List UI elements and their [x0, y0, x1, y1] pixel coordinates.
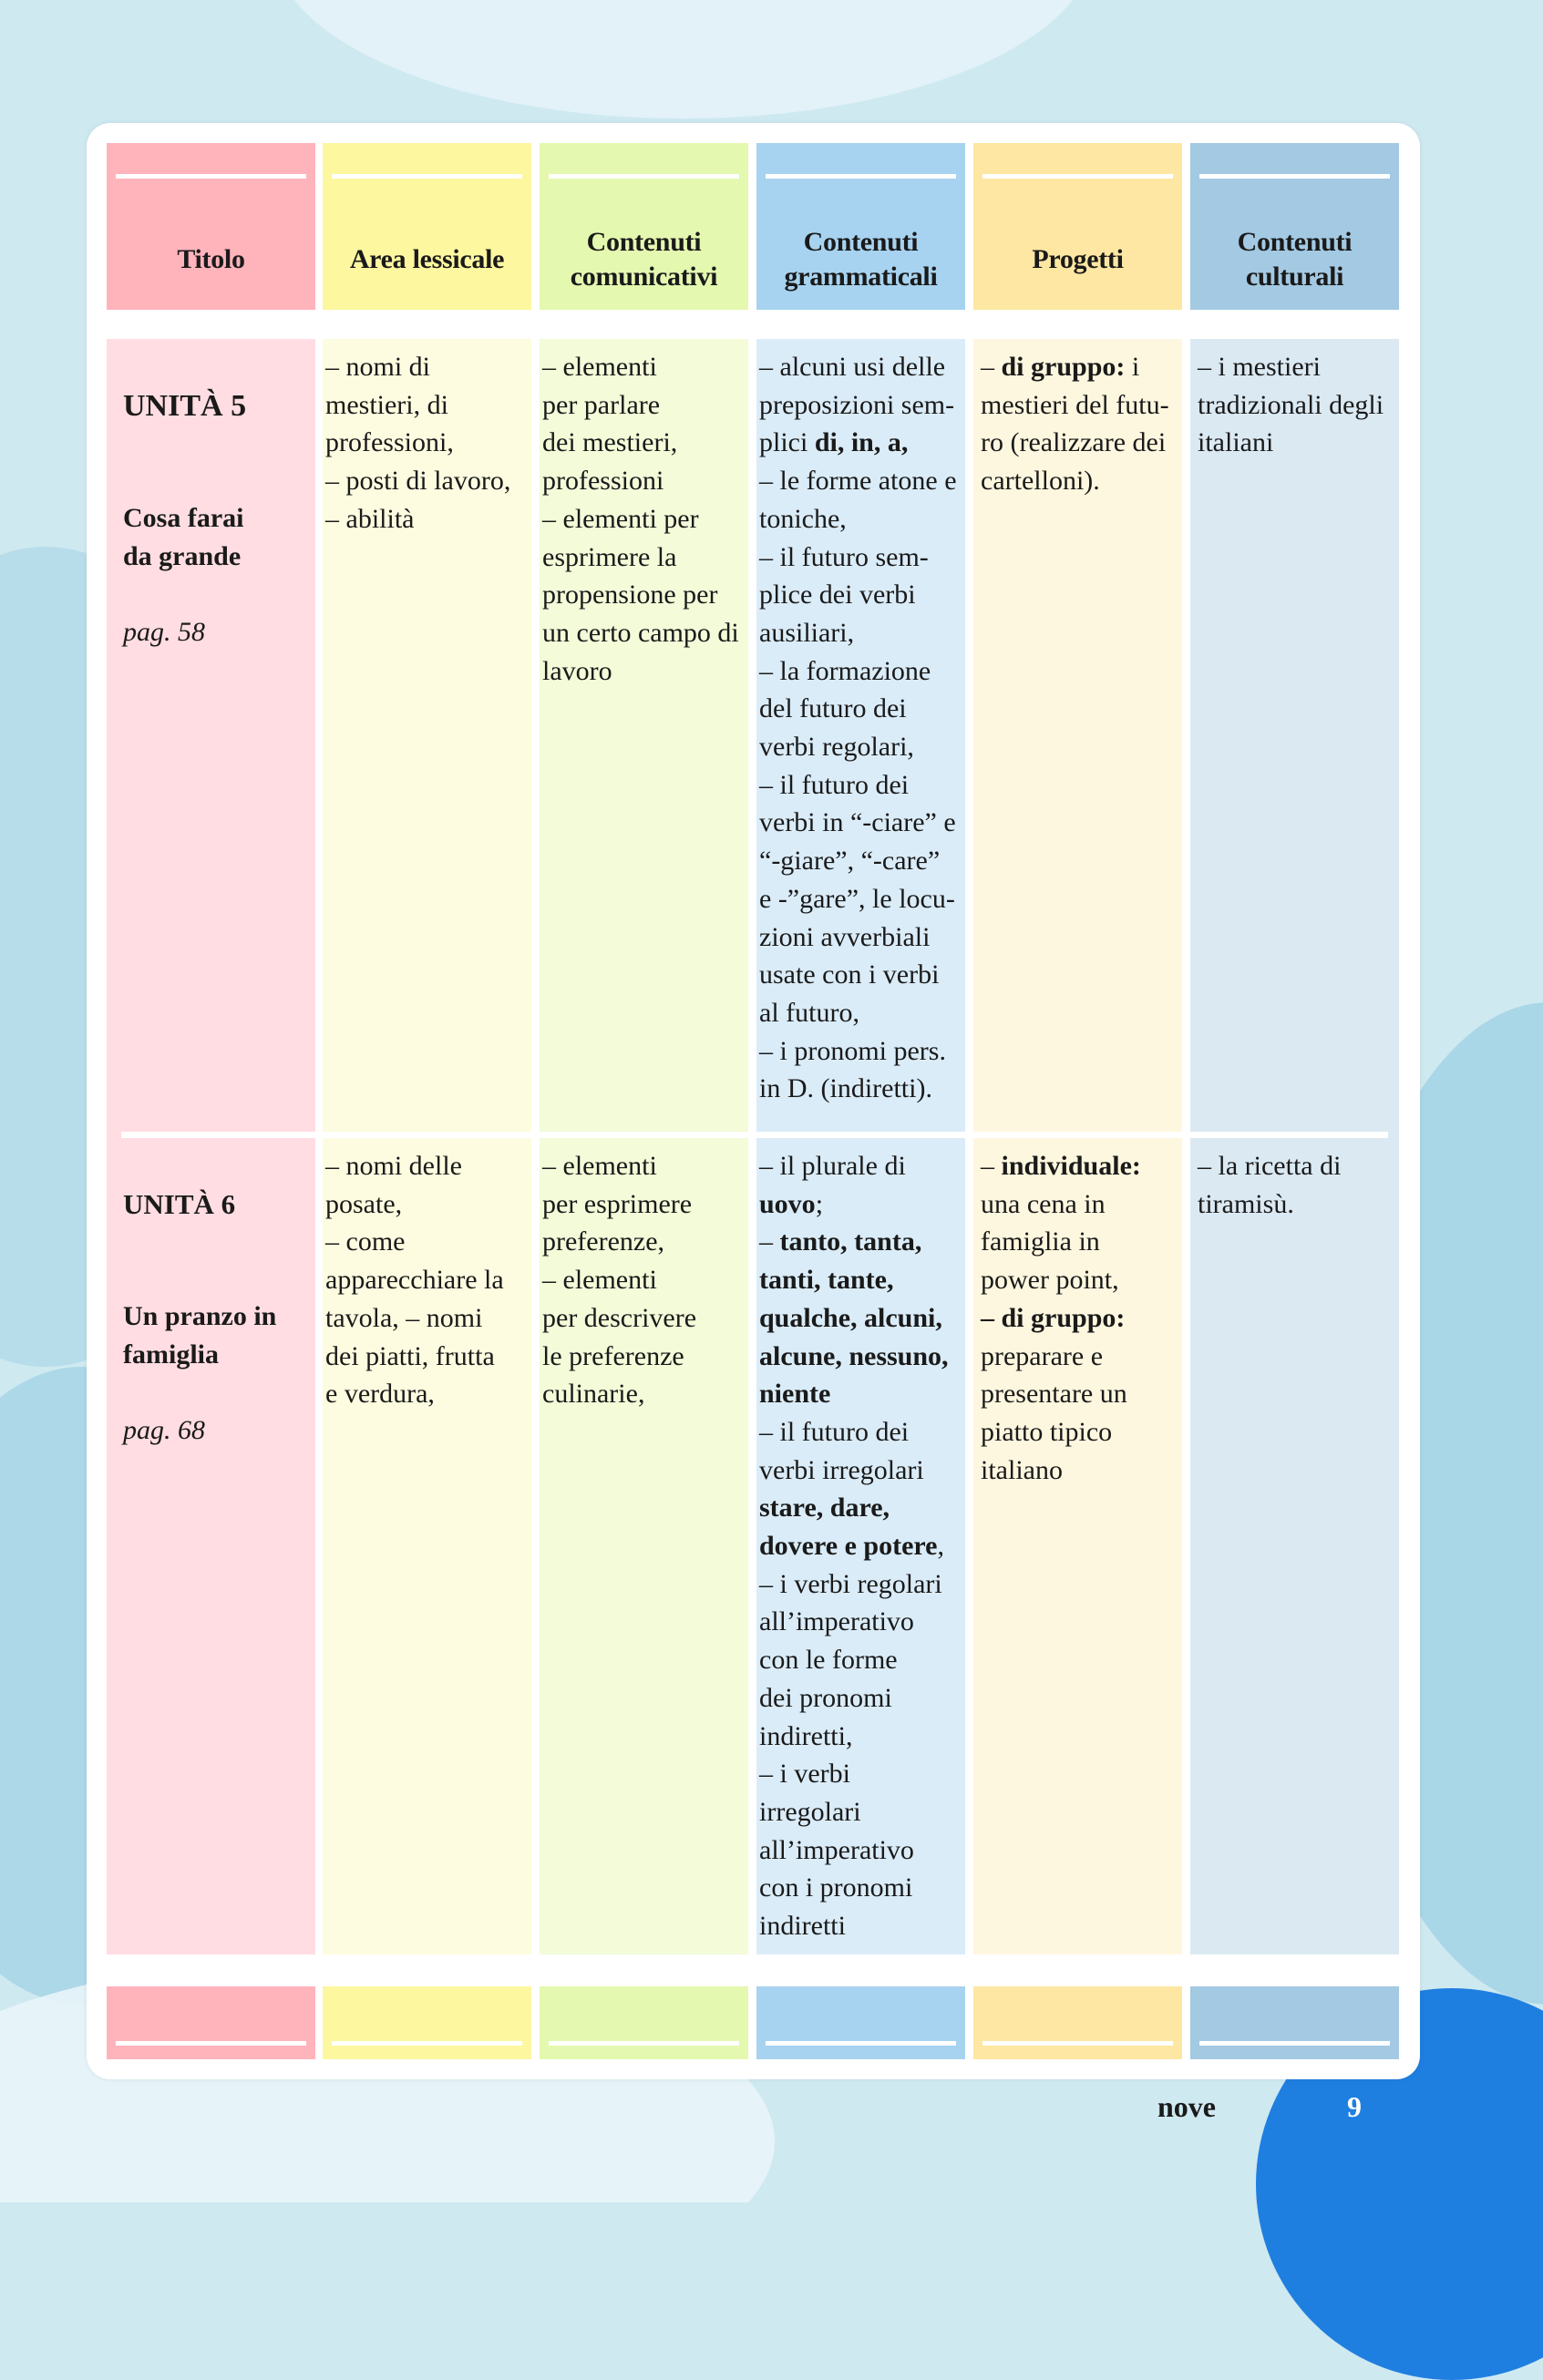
- header-rule: [982, 310, 1173, 314]
- content-sheet: [87, 123, 1420, 2079]
- page-number: 9: [1347, 2090, 1362, 2123]
- header-rule: [982, 174, 1173, 179]
- unit-title: Cosa farai da grande: [123, 503, 244, 571]
- header-label: Area lessicale: [349, 244, 505, 274]
- unit-label: UNITÀ 5: [123, 388, 247, 423]
- unit-title-cell: [123, 1147, 314, 1488]
- comunicativi-cell: – elementi per esprimere preferenze, – elementi per descrivere le preferenze culinarie,: [542, 1151, 697, 1410]
- column-footer-bg-progetti: [973, 1986, 1182, 2059]
- lessicale-cell: – nomi delle posate, – come apparecchiare la tavola, – nomi dei piatti, frutta e verdura,: [325, 1151, 504, 1410]
- header-rule: [549, 174, 739, 179]
- header-rule: [116, 310, 306, 314]
- column-footer-bg-contenuti-grammaticali: [756, 1986, 965, 2059]
- footer-page-word: nove: [1157, 2090, 1216, 2123]
- header-rule: [116, 174, 306, 179]
- row-divider: [121, 1132, 1388, 1138]
- header-rule: [766, 310, 956, 314]
- lessicale-cell: – nomi di mestieri, di professioni, – posti di lavoro, – abilità: [325, 352, 511, 534]
- progetti-cell: – di gruppo: i mestieri del futu- ro (realizzare dei cartelloni).: [981, 352, 1169, 497]
- header-label: Contenuti comunicativi: [570, 227, 718, 292]
- culturali-cell: – i mestieri tradizionali degli italiani: [1198, 352, 1384, 458]
- header-label: Progetti: [1032, 244, 1124, 274]
- footer-rule: [332, 2041, 522, 2046]
- unit-title: Un pranzo in famiglia: [123, 1301, 277, 1370]
- header-rule: [332, 310, 522, 314]
- unit-page-ref: pag. 68: [123, 1415, 205, 1446]
- column-footer-bg-contenuti-culturali: [1190, 1986, 1399, 2059]
- footer-rule: [116, 2041, 306, 2046]
- unit-page-ref: pag. 58: [123, 617, 205, 648]
- header-label: Contenuti culturali: [1237, 227, 1353, 292]
- column-footer-bg-area-lessicale: [323, 1986, 531, 2059]
- header-label: Titolo: [177, 244, 245, 274]
- column-footer-bg-contenuti-comunicativi: [540, 1986, 748, 2059]
- header-rule: [1199, 174, 1390, 179]
- grammaticali-cell: – il plurale di uovo; – tanto, tanta, tanti, tante, qualche, alcuni, alcune, nessuno, niente – il futuro dei verbi irregolari stare, dare, dovere e potere, – i verbi regolari all’imperativo con le forme dei pronomi indiretti, – i verbi irregolari all’imperativo con i pronomi indiretti: [759, 1151, 949, 1942]
- progetti-cell: – individuale: una cena in famiglia in power point, – di gruppo: preparare e presentare un piatto tipico italiano: [981, 1151, 1141, 1485]
- header-rule: [1199, 310, 1390, 314]
- header-rule: [332, 174, 522, 179]
- header-label: Contenuti grammaticali: [784, 227, 938, 292]
- footer-rule: [982, 2041, 1173, 2046]
- footer-rule: [1199, 2041, 1390, 2046]
- footer-rule: [766, 2041, 956, 2046]
- grammaticali-cell: – alcuni usi delle preposizioni sem- plici di, in, a, – le forme atone e toniche, – il futuro sem- plice dei verbi ausiliari, – la formazione del futuro dei verbi regolari, – il futuro dei verbi in “-ciare” e “-giare”, “-care” e -”gare”, le locu- zioni avverbiali usate con i verbi al futuro, – i pronomi pers. in D. (indiretti).: [759, 352, 957, 1104]
- footer-rule: [549, 2041, 739, 2046]
- unit-title-cell: [123, 349, 314, 690]
- background-swirl: [273, 0, 1094, 118]
- header-rule: [766, 174, 956, 179]
- column-footer-bg-titolo: [107, 1986, 315, 2059]
- header-rule: [549, 310, 739, 314]
- culturali-cell: – la ricetta di tiramisù.: [1198, 1151, 1342, 1219]
- comunicativi-cell: – elementi per parlare dei mestieri, professioni – elementi per esprimere la propensione per un certo campo di lavoro: [542, 352, 739, 686]
- unit-label: UNITÀ 6: [123, 1187, 236, 1220]
